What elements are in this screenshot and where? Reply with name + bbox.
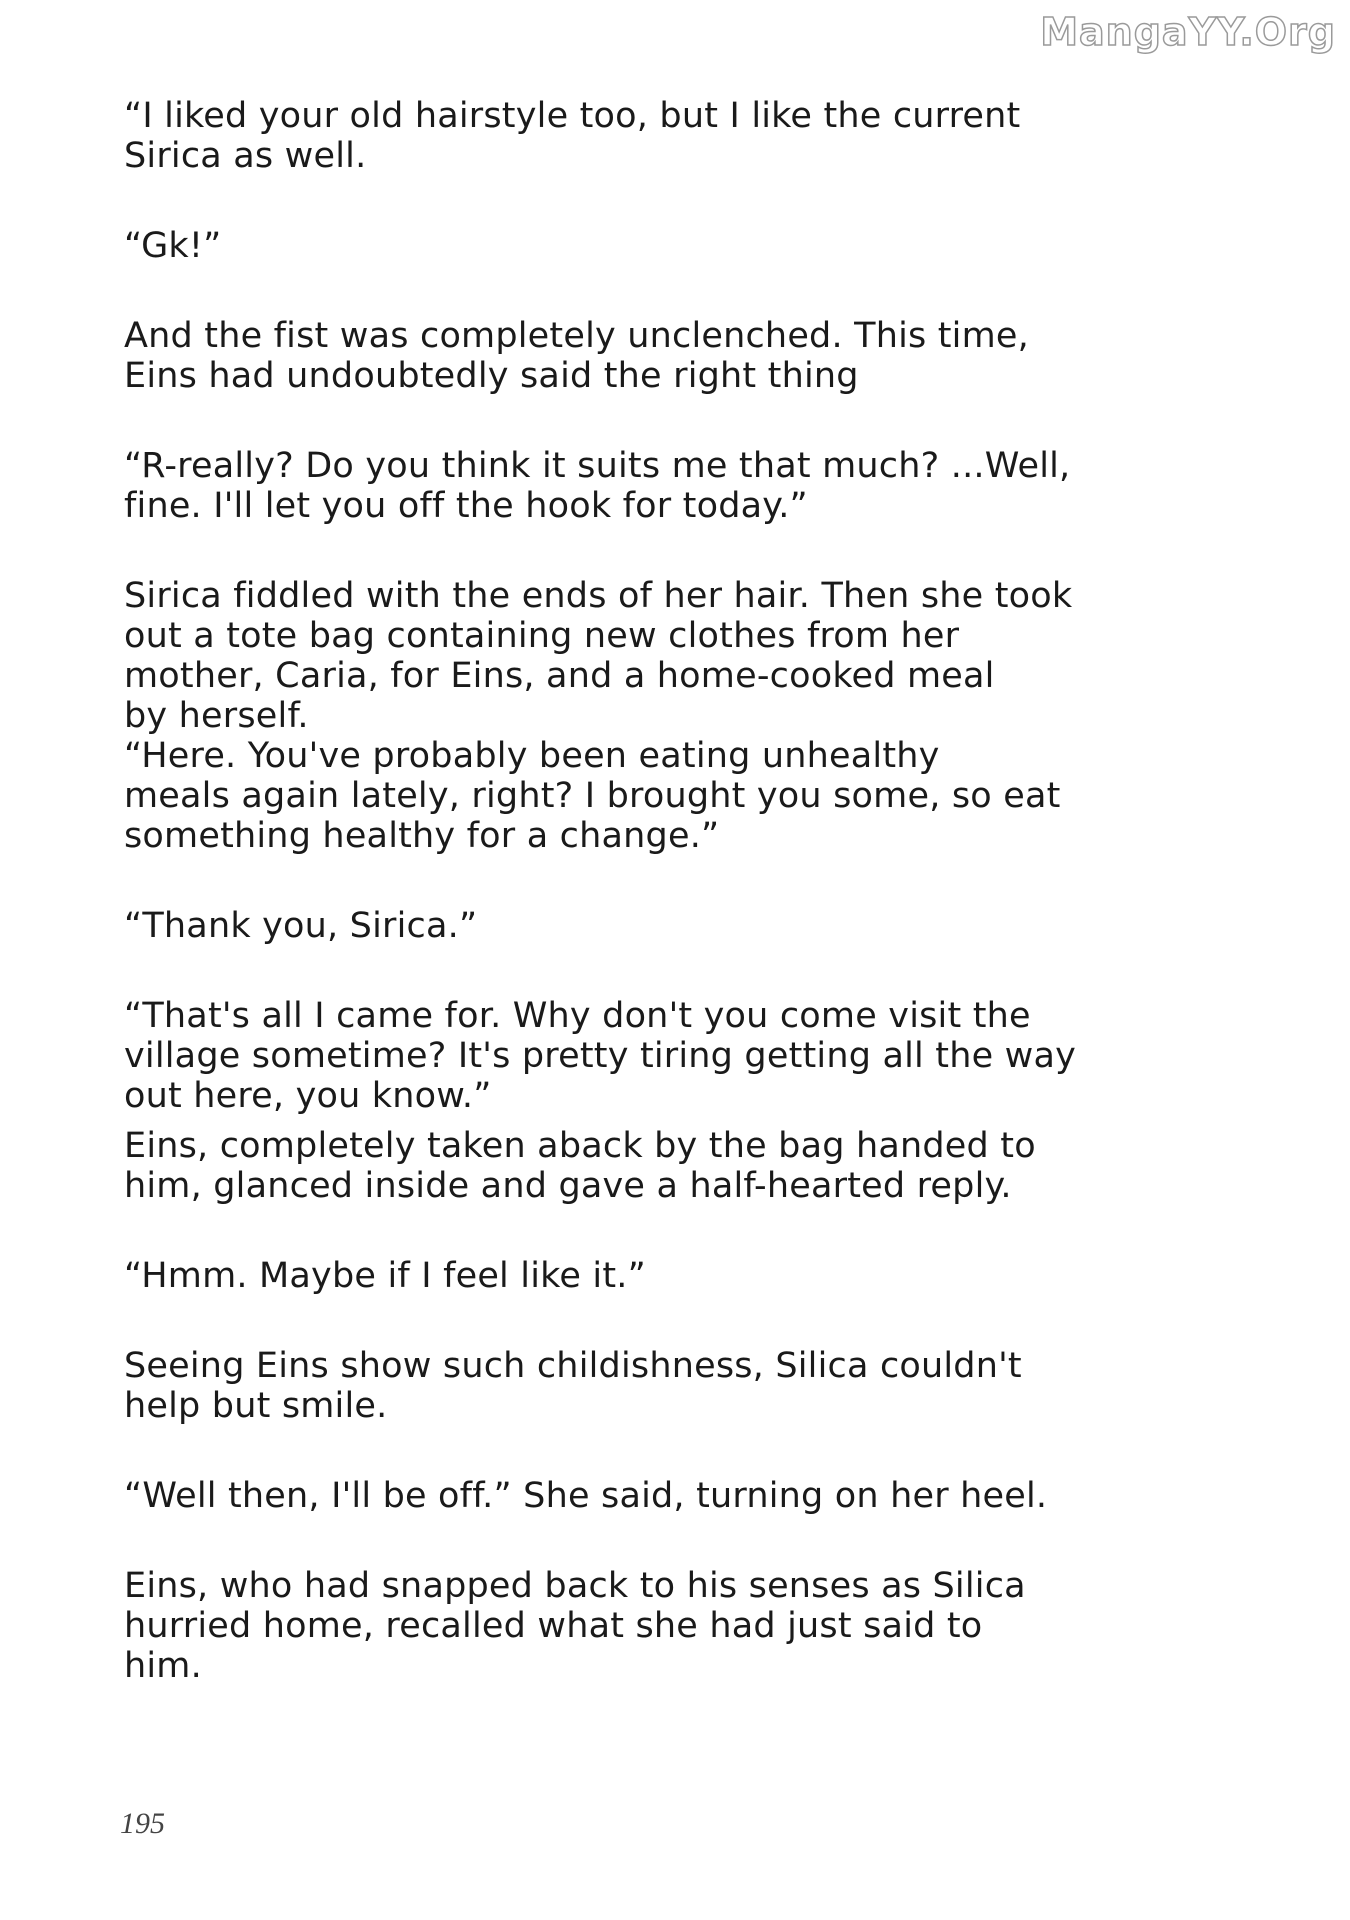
paragraph: “R-really? Do you think it suits me that much? ...Well, fine. I'll let you off the hook for today.” xyxy=(124,446,1071,526)
paragraph: “Thank you, Sirica.” xyxy=(124,906,478,946)
paragraph: “Here. You've probably been eating unhealthy meals again lately, right? I brought you some, so eat something healthy for a change.” xyxy=(124,736,1061,856)
watermark: MangaYY.Org xyxy=(1040,10,1336,54)
paragraph: “Hmm. Maybe if I feel like it.” xyxy=(124,1256,646,1296)
paragraph: “I liked your old hairstyle too, but I like the current Sirica as well. xyxy=(124,96,1021,176)
paragraph: Seeing Eins show such childishness, Silica couldn't help but smile. xyxy=(124,1346,1022,1426)
paragraph: Sirica fiddled with the ends of her hair. Then she took out a tote bag containing new clothes from her mother, Caria, for Eins, and a home-cooked meal by herself. xyxy=(124,576,1073,736)
paragraph: Eins, who had snapped back to his senses as Silica hurried home, recalled what she had just said to him. xyxy=(124,1566,1026,1686)
page-body xyxy=(124,96,1164,1686)
paragraph: “That's all I came for. Why don't you come visit the village sometime? It's pretty tiring getting all the way out here, you know.” xyxy=(124,996,1077,1116)
paragraph: And the fist was completely unclenched. This time, Eins had undoubtedly said the right thing xyxy=(124,316,1029,396)
paragraph: Eins, completely taken aback by the bag handed to him, glanced inside and gave a half-hearted reply. xyxy=(124,1126,1036,1206)
paragraph: “Well then, I'll be off.” She said, turning on her heel. xyxy=(124,1476,1048,1516)
paragraph: “Gk!” xyxy=(124,226,222,266)
page-number: 195 xyxy=(120,1807,165,1840)
